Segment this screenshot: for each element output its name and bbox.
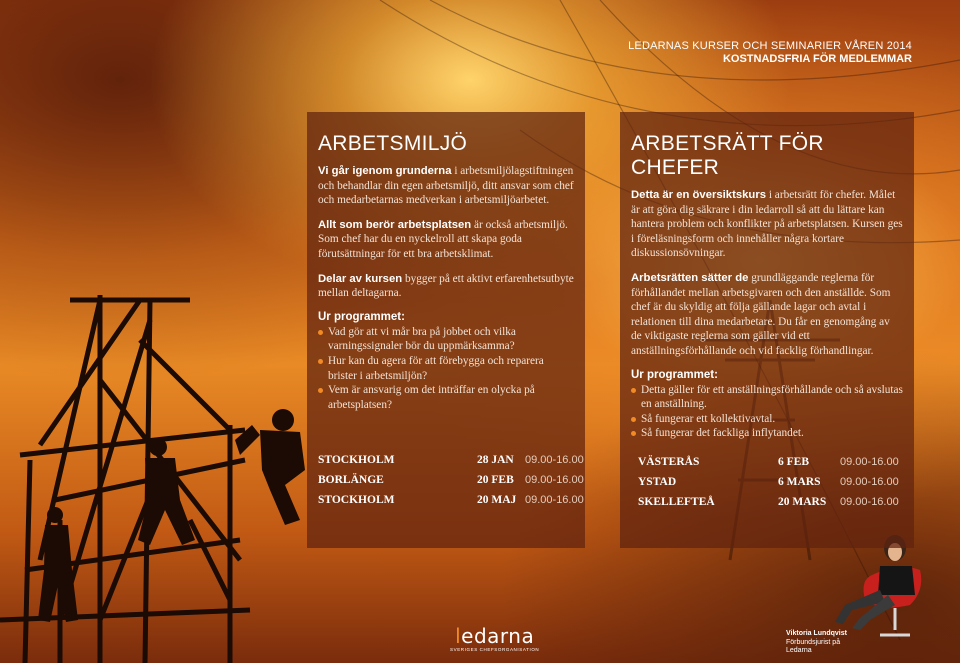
- header-subtitle: KOSTNADSFRIA FÖR MEDLEMMAR: [722, 53, 912, 65]
- schedule-row: [318, 470, 584, 490]
- schedule-date: 6 MARS: [778, 476, 821, 488]
- logo-tagline: SVERIGES CHEFSORGANISATION: [450, 647, 540, 652]
- intro-paragraph: [318, 164, 574, 208]
- schedule-time: 09.00-16.00: [840, 496, 899, 508]
- schedule-row: [638, 452, 899, 472]
- schedule-date: 20 MARS: [778, 496, 827, 508]
- format-text: bygger på ett aktivt erfarenhetsutbyte mellan deltagarna.: [318, 272, 574, 300]
- schedule-row: [638, 492, 899, 512]
- schedule-date: 20 FEB: [477, 474, 514, 486]
- panel-title: ARBETSRÄTT FÖR CHEFER: [631, 132, 824, 179]
- contact-org: Ledarna: [786, 647, 812, 654]
- program-title: Ur programmet:: [318, 310, 405, 323]
- schedule-city: YSTAD: [638, 476, 677, 488]
- schedule-city: STOCKHOLM: [318, 494, 395, 506]
- intro-lead: Detta är en översiktskurs: [631, 189, 767, 201]
- schedule-city: BORLÄNGE: [318, 474, 384, 486]
- schedule-date: 6 FEB: [778, 456, 809, 468]
- schedule-time: 09.00-16.00: [840, 476, 899, 488]
- schedule-row: [318, 490, 584, 510]
- schedule-row: [318, 450, 584, 470]
- schedule-date: 28 JAN: [477, 454, 514, 466]
- logo-prefix: l: [455, 624, 462, 648]
- schedule-table: [318, 450, 584, 510]
- schedule-city: SKELLEFTEÅ: [638, 496, 715, 508]
- schedule-city: VÄSTERÅS: [638, 456, 700, 468]
- program-title: Ur programmet:: [631, 368, 718, 381]
- program-item: Så fungerar ett kollektivavtal.: [631, 412, 903, 427]
- program-item: Vem är ansvarig om det inträffar en olycka på arbetsplatsen?: [318, 383, 574, 412]
- schedule-time: 09.00-16.00: [840, 456, 899, 468]
- panel-title: ARBETSMILJÖ: [318, 132, 468, 155]
- format-paragraph: [318, 272, 574, 301]
- intro-paragraph: [631, 188, 903, 261]
- schedule-row: [638, 472, 899, 492]
- program-list: [631, 383, 903, 441]
- course-panel-arbetsmiljo: [307, 112, 585, 548]
- program-item: Så fungerar det fackliga inflytandet.: [631, 426, 903, 441]
- rules-text: grundläggande reglerna för förhållandet mellan arbetsgivaren och den anställde. Som chef är du skyldig att följa gällande lagar och avtal i relationen till dina medarbetare. Du får en genomgång av de viktigaste reglerna som gäller vid ett anställningsförhållande och vid facklig förhandlingar.: [631, 271, 891, 357]
- workplace-text: är också arbetsmiljö. Som chef har du en nyckelroll att skapa goda förutsättningar för ett bra arbetsklimat.: [318, 218, 568, 260]
- contact-caption: [786, 630, 847, 656]
- program-item: Hur kan du agera för att förebygga och reparera brister i arbetsmiljön?: [318, 354, 574, 383]
- intro-lead: Vi går igenom grunderna: [318, 165, 452, 177]
- course-panel-arbetsratt: [620, 112, 914, 548]
- ledarna-logo: [450, 626, 539, 652]
- program-item: Detta gäller för ett anställningsförhållande och så avslutas en anställning.: [631, 383, 903, 412]
- schedule-table: [638, 452, 899, 512]
- contact-role: Förbundsjurist på: [786, 638, 841, 646]
- schedule-date: 20 MAJ: [477, 494, 517, 506]
- schedule-time: 09.00-16.00: [525, 494, 584, 506]
- header-title: LEDARNAS KURSER OCH SEMINARIER VÅREN 2014: [628, 40, 912, 52]
- intro-text: i arbetsrätt för chefer. Målet är att göra dig säkrare i din ledarroll så att du lättare kan hantera problem och konflikter på arbetsplatsen. Kursen ges i föreläsningsform och innehåller några kortare diskussionsövningar.: [631, 189, 903, 260]
- format-lead: Delar av kursen: [318, 272, 403, 285]
- rules-paragraph: [631, 271, 903, 359]
- program-list: [318, 325, 574, 413]
- workplace-lead: Allt som berör arbetsplatsen: [318, 218, 472, 231]
- logo-name: edarna: [461, 624, 535, 648]
- rules-lead: Arbetsrätten sätter de: [631, 271, 749, 284]
- program-item: Vad gör att vi mår bra på jobbet och vilka varningssignaler bör du uppmärksamma?: [318, 325, 574, 354]
- schedule-city: STOCKHOLM: [318, 454, 395, 466]
- intro-text: i arbetsmiljölagstiftningen och behandlar din egen arbetsmiljö, ditt ansvar som chef och medarbetarnas medverkan i arbetsmiljöarbetet.: [318, 165, 574, 207]
- header: [628, 40, 912, 65]
- schedule-time: 09.00-16.00: [525, 474, 584, 486]
- schedule-time: 09.00-16.00: [525, 454, 584, 466]
- workplace-paragraph: [318, 218, 574, 262]
- contact-name: Viktoria Lundqvist: [786, 630, 847, 637]
